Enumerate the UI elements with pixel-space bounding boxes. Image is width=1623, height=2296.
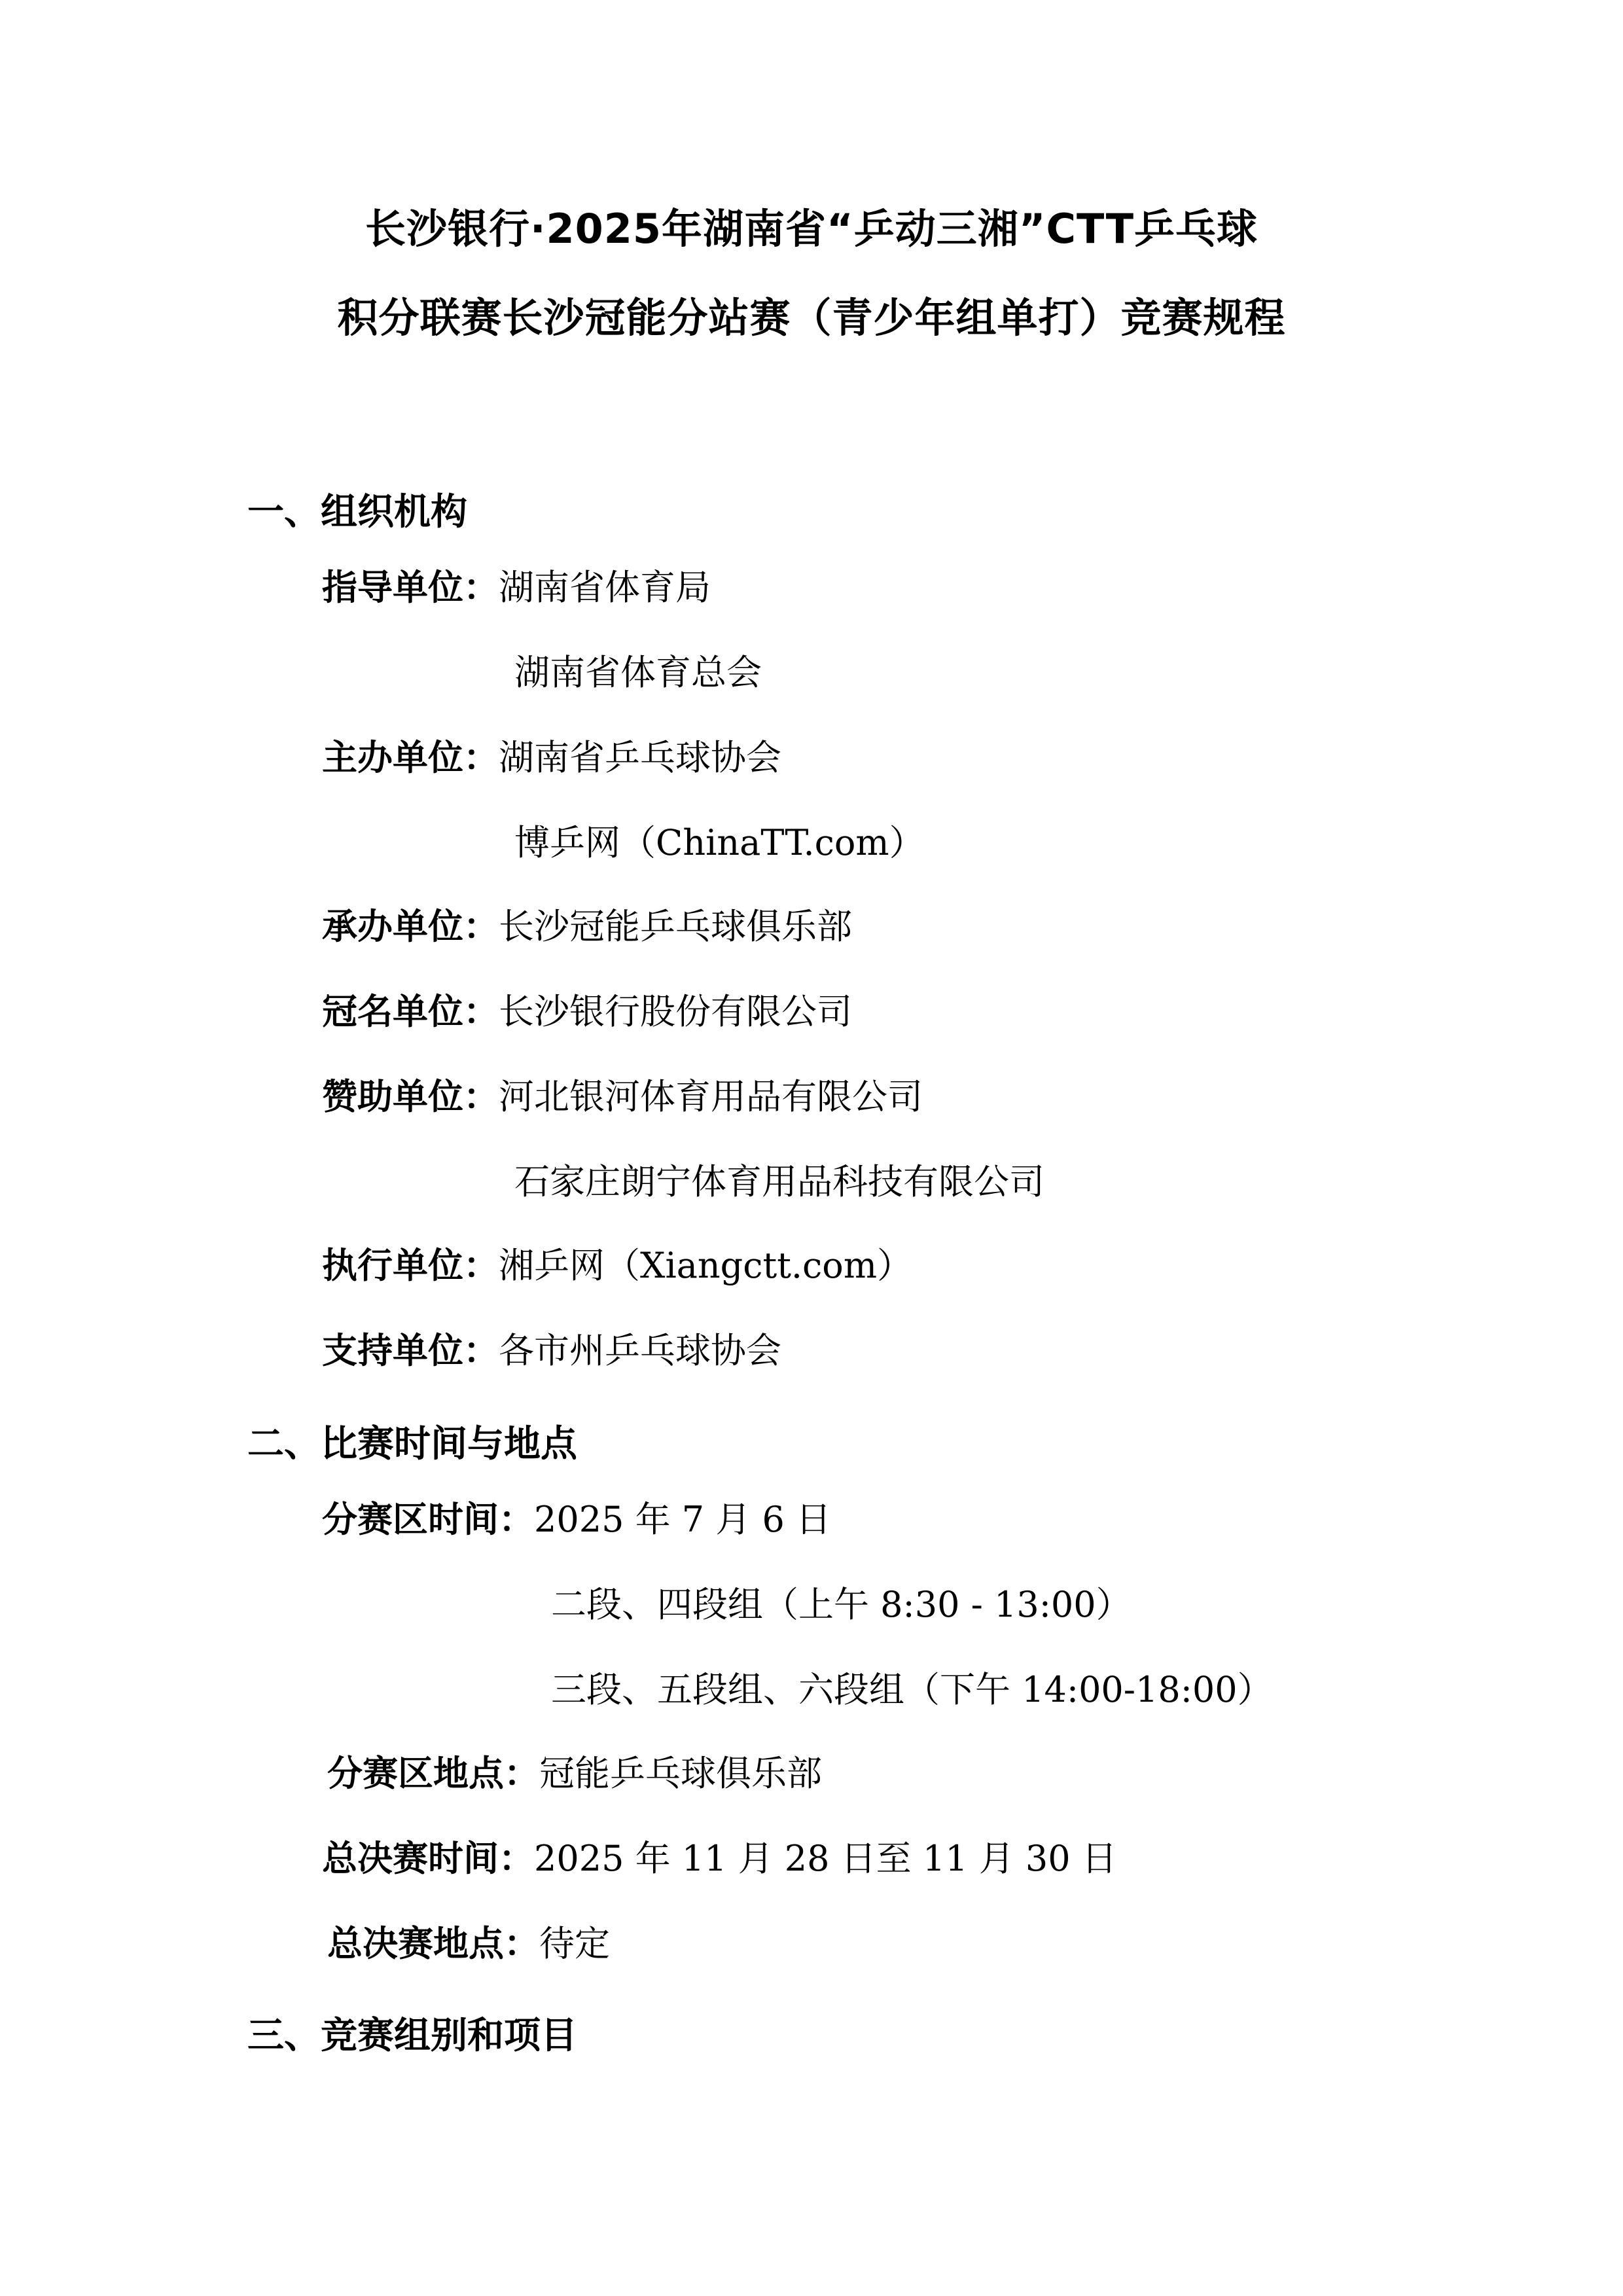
executor-unit-label: 执行单位： [322, 1245, 499, 1286]
final-venue-row [327, 1923, 610, 1965]
division-time-row [322, 1499, 831, 1541]
host-unit-row-2 [514, 822, 925, 865]
guide-unit-label: 指导单位： [322, 567, 499, 608]
final-venue-label: 总决赛地点： [327, 1923, 539, 1964]
final-time-row [322, 1838, 1117, 1880]
organizer-unit-value: 长沙冠能乒乓球俱乐部 [499, 906, 852, 947]
host-unit-value-1: 湖南省乒乓球协会 [499, 737, 781, 778]
final-time-value: 2025 年 11 月 28 日至 11 月 30 日 [534, 1838, 1117, 1879]
final-time-label: 总决赛时间： [322, 1838, 534, 1879]
guide-unit-row [322, 567, 711, 609]
guide-unit-value-1: 湖南省体育局 [499, 567, 711, 608]
title-sponsor-row [322, 991, 852, 1033]
division-session-2: 三段、五段组、六段组（下午 14:00-18:00） [551, 1669, 1273, 1710]
executor-unit-row [322, 1245, 912, 1287]
division-venue-row [327, 1753, 822, 1795]
support-unit-row [322, 1330, 781, 1372]
organizer-unit-label: 承办单位： [322, 906, 499, 947]
division-session-row-1 [551, 1584, 1132, 1626]
title-sponsor-value: 长沙银行股份有限公司 [499, 991, 852, 1032]
organizer-unit-row [322, 906, 852, 948]
final-venue-value: 待定 [539, 1923, 610, 1964]
division-time-value: 2025 年 7 月 6 日 [534, 1499, 831, 1540]
sponsor-unit-value-1: 河北银河体育用品有限公司 [499, 1076, 923, 1117]
guide-unit-row-2 [514, 652, 762, 694]
section-heading-organization: 一、组织机构 [247, 491, 467, 533]
sponsor-unit-row-2 [514, 1161, 1044, 1204]
document-title-line-2: 积分联赛长沙冠能分站赛（青少年组单打）竞赛规程 [337, 294, 1286, 342]
executor-unit-value: 湘乒网（Xiangctt.com） [499, 1245, 913, 1286]
support-unit-label: 支持单位： [322, 1330, 499, 1371]
host-unit-value-2: 博乒网（ChinaTT.com） [514, 822, 925, 863]
sponsor-unit-value-2: 石家庄朗宁体育用品科技有限公司 [514, 1161, 1044, 1202]
division-session-1: 二段、四段组（上午 8:30 - 13:00） [551, 1584, 1132, 1625]
sponsor-unit-row [322, 1076, 923, 1119]
section-heading-events: 三、竞赛组别和项目 [247, 2015, 577, 2057]
document-title-line-1: 长沙银行·2025年湖南省“乒动三湘”CTT乒乓球 [365, 205, 1258, 253]
division-venue-value: 冠能乒乓球俱乐部 [539, 1753, 822, 1794]
division-venue-label: 分赛区地点： [327, 1753, 539, 1794]
host-unit-label: 主办单位： [322, 737, 499, 778]
sponsor-unit-label: 赞助单位： [322, 1076, 499, 1117]
division-session-row-2 [551, 1669, 1273, 1712]
guide-unit-value-2: 湖南省体育总会 [514, 652, 762, 693]
section-heading-time-venue: 二、比赛时间与地点 [247, 1423, 577, 1465]
host-unit-row [322, 737, 781, 780]
title-sponsor-label: 冠名单位： [322, 991, 499, 1032]
support-unit-value: 各市州乒乓球协会 [499, 1330, 781, 1371]
division-time-label: 分赛区时间： [322, 1499, 534, 1540]
